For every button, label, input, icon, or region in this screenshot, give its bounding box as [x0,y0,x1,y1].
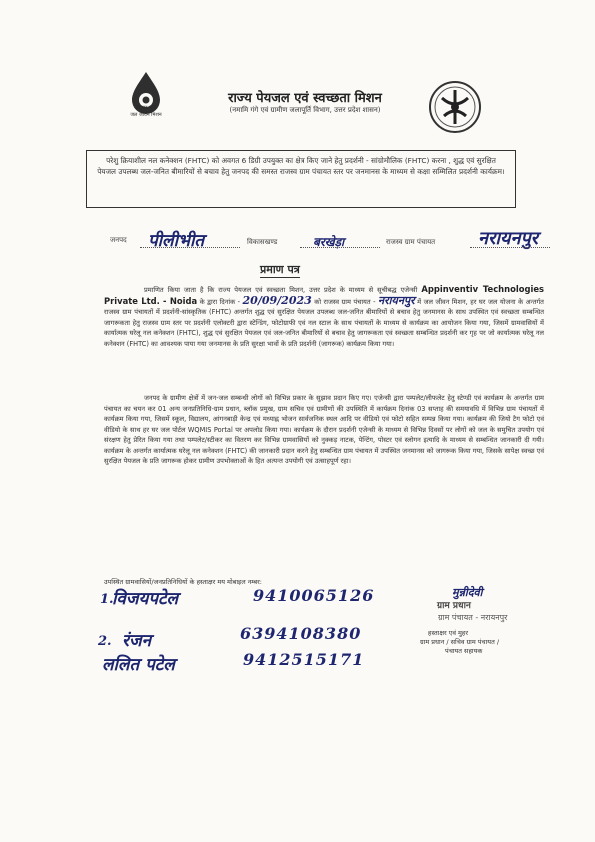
district-value: पीलीभीत [148,231,205,251]
witness-2-number: 2. [98,634,112,649]
logo-caption-2: जल जीवन मिशन [130,112,162,118]
certificate-title: प्रमाण पत्र [260,263,300,276]
pradhan-signature: मुन्नीदेवी [452,586,483,599]
witness-3-name: ललित पटेल [102,655,175,675]
page-subtitle: (नमामि गंगे एवं ग्रामीण जलापूर्ति विभाग, उत्तर प्रदेश शासन) [229,106,381,114]
block-label: विकासखण्ड [247,238,278,246]
logo-caption-1: हर घर जल [136,105,156,111]
gram-panchayat-label: राजस्व ग्राम पंचायत [386,238,436,246]
district-underline [140,246,240,248]
witness-2-phone: 6394108380 [240,624,362,643]
witness-1-number: 1. [100,592,114,607]
signature-role-3: पंचायत सहायक [445,647,483,655]
pradhan-stamp-gp: ग्राम पंचायत - नरायनपुर [438,613,508,622]
gram-panchayat-underline [470,246,550,248]
witness-1-name: विजयपटेल [112,589,179,609]
notice-text: परेशु क्रियाशील नल कनेक्शन (FHTC) को अवगत 6 डिग्री उपयुक्त का क्षेत्र किए जाने हेतु प्रदर्शनी - सांग्रोमौलिक (FHTC) करना , शुद्ध एवं सुरक्षित पेयजल उपलब्ध जल-जनित बीमारियों से बचाव हेतु जनपद की समस्त राजस्व ग्राम पंचायत स्तर पर जनमानस के माध्यम से कक्षा सम्मिलित प्रदर्शनी कार्यक्रम। [97,156,505,176]
para1-text-c: को राजस्व ग्राम पंचायत - [314,297,376,306]
witness-2-name: रंजन [122,631,152,651]
notice-box [86,150,516,208]
closing-note: उपस्थित ग्रामवासियों/जनप्रतिनिधियों के हस्ताक्षर मय मोबाइल नम्बर: [104,578,262,586]
page-title: राज्य पेयजल एवं स्वच्छता मिशन [228,91,382,106]
signature-role-1: हस्ताक्षर एवं मुहर [428,629,469,637]
signature-role-2: ग्राम प्रधान / सचिव ग्राम पंचायत / [420,638,500,646]
certificate-paragraph-1 [104,284,544,349]
witness-3-phone: 9412515171 [243,650,365,669]
pradhan-stamp-title: ग्राम प्रधान [437,601,471,611]
up-state-emblem-logo [428,80,482,134]
block-value: बरखेड़ा [313,235,345,249]
block-underline [300,246,380,248]
event-date: 20/09/2023 [242,293,312,307]
district-label: जनपद [110,236,127,244]
witness-1-phone: 9410065126 [253,586,375,605]
para1-text-b: के द्वारा दिनांक - [199,297,241,306]
gram-panchayat-value: नरायनपुर [478,228,539,249]
agency-name: Appinventiv Technologies Private Ltd. - Noida [104,284,544,306]
gram-panchayat-inline: नरायनपुर [377,293,415,307]
para1-text-d: में जल जीवन मिशन, हर घर जल योजना के अन्तर्गत राजस्व ग्राम पंचायतों में प्रदर्शनी-सांस्कृतिक (FHTC) अन्तर्गत शुद्ध एवं सुरक्षित पेयजल उपलब्ध जल-जनित बीमारियों से बचाव हेतु जनमानस के साथ उपस्थित एवं स्वच्छता सम्बन्धित जागरूकता हेतु राजस्व ग्राम स्तर पर प्रदर्शनी एलोक्टरी द्वारा स्टेन्डिंग, फोटोग्राफी एवं नल स्टाल के साथ पंचायतों के माध्यम से कार्यक्रम का आयोजन किया गया, जिसमें ग्रामवासियों में कार्यात्मक घरेलू नल कनेक्शन (FHTC), शुद्ध एवं सुरक्षित पेयजल एवं जल-जनित बीमारियों से बचाव हेतु जागरूकता एवं स्वच्छता सम्बन्धित प्रदर्शनी कर गृह पर जो कार्यात्मक घरेलू नल कनेक्शन (FHTC) का आवश्यक पाया गया जनमानस के प्रति सुरक्षा भावों के प्रति प्रदर्शनी (जागरूक) कार्यक्रम किया गया। [104,297,544,348]
certificate-paragraph-2: जनपद के ग्रामीण क्षेत्रों में जन-जल सम्बन्धी लोगों को विभिन्न प्रकार के सुझाव प्रदान किए गए। एजेन्सी द्वारा पम्पलेट/लीफलेट हेतु स्टेण्डी एवं कार्यक्रम के अन्तर्गत ग्राम पंचायत का चयन कर 01 अन्य जनप्रतिनिधि-ग्राम प्रधान, ब्लॉक प्रमुख, ग्राम सचिव एवं ग्रामीणों की उपस्थिति में कार्यक्रम दिनांक 03 सप्ताह की समयावधि में विभिन्न ग्राम पंचायतों में कार्यक्रम किया गया, जिसमें स्कूल, विद्यालय, आंगनबाड़ी केन्द्र एवं मध्याह्न भोजन सार्वजनिक स्थल आदि पर वीडियो एवं फोटो सहित सम्पन्न किया गया। कार्यक्रम की जियो टैग फोटो एवं वीडियो के साथ हर घर जल पोर्टल WQMIS Portal पर अपलोड किया गया। कार्यक्रम के दौरान प्रदर्शनी एजेन्सी के माध्यम से विभिन्न दिवसों पर लोगों को जल के समुचित उपयोग एवं संरक्षण हेतु प्रेरित किया गया तथा पम्पलेट/स्टीकर का वितरण कर विभिन्न ग्रामवासियों को नुक्कड़ नाटक, पेन्टिंग, पोस्टर एवं स्लोगन इत्यादि के माध्यम से सम्बन्धित जानकारी दी गयी। कार्यक्रम के अन्तर्गत कार्यात्मक घरेलू नल कनेक्शन (FHTC) की जानकारी प्रदान करने हेतु सम्बन्धित ग्राम पंचायत में उपस्थित जनमानस को जागरूक किया गया, जिसके सापेक्ष स्वच्छ एवं सुरक्षित पेयजल के प्रति जागरूक होकर ग्रामीण उपभोक्ताओं के हित अत्यन्त उपयोगी एवं उत्साहपूर्ण रहा। [104,394,544,465]
para1-text-a: प्रमाणित किया जाता है कि राज्य पेयजल एवं स्वच्छता मिशन, उत्तर प्रदेश के माध्यम से सूचीबद्ध एजेन्सी [144,286,418,294]
